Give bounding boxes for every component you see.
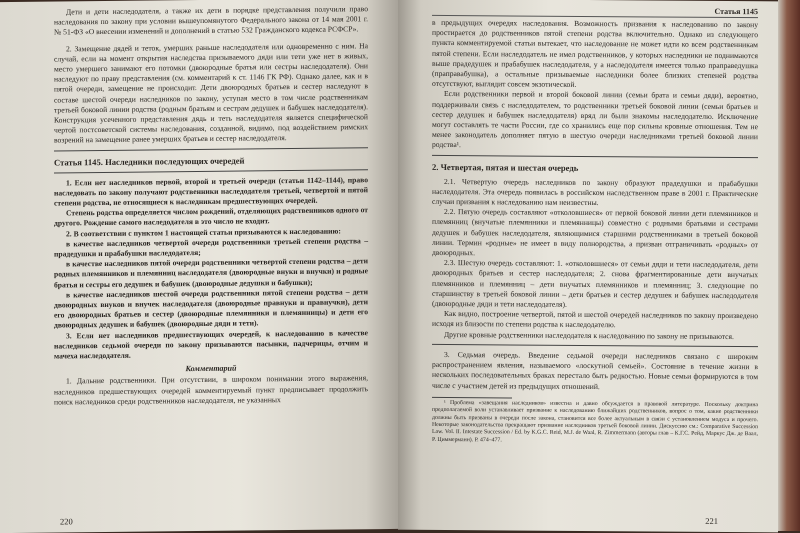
- article-paragraph: в качестве наследников шестой очереди родственники пятой степени родства – дети двоюродных внуков и внучек наследодателя (двоюродные правнуки и правнучки), дети его двоюродных братьев и сестер (двоюродные племянники и племянницы) и дети его двоюродных дедушек и бабушек (двоюродные дяди и тети).: [54, 287, 368, 331]
- comment-paragraph: 1. Дальние родственники. При отсутствии, в широком понимании этого выражения, наследников предшествующих очередей комментируемый пункт предписывает продолжить поиск наследников среди родственников наследодателя, не указанных: [54, 373, 368, 407]
- book-cover-edge: [778, 0, 800, 531]
- right-paragraph: Если родственники первой и второй боковой линии (семьи брата и семьи дяди), вероятно, поддерживали связь с наследодателем, то родственники третьей боковой линии (семьи братьев и сестер дедушек и бабушек наследодателя) вряд ли были знакомы наследодателю. Исключение могут составлять те части России, где со хранились еще пор сильны кровные отношения. Тем не менее законодатель дополняет пятую в шестую очереди наследниками третьей боковой линии родства¹.: [432, 89, 758, 150]
- footnote-text: ¹ Проблема «завещания наследников» известна и давно обсуждается в правовой литературе. Поскольку доктрина предполагаемой воли устанавливает призвание к наследованию ближайших родственников, вопрос о том, какие родственники должны быть призваны в очереди после закона, становится все более актуальным в связи с установлением модуса и прочего. Некоторые законодательства прекращают призвание наследников третьей боковой линии. Дискуссию см.: Comparative Succession Law. Vol. II. Intestate Succession / Ed. by K.G.C. Reid, M.J. de Waal, R. Zimmermann (авторы глав – К.Г.С. Рейд, Маркус Дж. де Ваал, Р. Циммерманн). Р. 474–477.: [432, 399, 758, 444]
- article-paragraph: 1. Если нет наследников первой, второй и третьей очереди (статьи 1142–1144), право наследовать по закону получают родственники наследодателя третьей, четвертой и пятой степени родства, не относящиеся к наследникам предшествующих очередей.: [54, 174, 368, 208]
- section-3-paragraph: 3. Седьмая очередь. Введение седьмой очереди наследников связано с широким распространением явления, называемого «лоскутной семьей». Состояние в течение жизни в нескольких последовательных браках перестало быть редкостью. Новые семьи формируются в том числе с участием детей из предыдущих отношений.: [432, 349, 758, 391]
- footnote: [432, 400, 758, 447]
- divider: [54, 169, 368, 173]
- left-page: [0, 0, 398, 533]
- running-head: Статья 1145: [432, 5, 758, 18]
- section-paragraph: 2.1. Четвертую очередь наследников по закону образуют прадедушки и прабабушки наследодателя. Эта очередь появилась в российском наследственном праве в 2001 г. Практические случаи призвания к наследованию нам неизвестны.: [432, 176, 758, 208]
- divider: [432, 344, 758, 347]
- section-paragraph: 2.3. Шестую очередь составляют: 1. «отколовшиеся» от семьи дяди и тети наследодателя, дети двоюродных братьев и сестер наследодателя; 2. снова фрагментированные дети внучатых племянников и племянниц – дети внучатых племянников и племянниц; 3. следующие по старшинству в третьей боковой линии – дети братьев и сестер дедушек и бабушек наследодателя (двоюродные дяди и тети наследодателя).: [432, 258, 758, 309]
- article-paragraph: в качестве наследников пятой очереди родственники четвертой степени родства – дети родных племянников и племянниц наследодателя (двоюродные внуки и внучки) и родные братья и сестры его дедушек и бабушек (двоюродные дедушки и бабушки);: [54, 256, 368, 290]
- section-paragraph: Другие кровные родственники наследодателя к наследованию по закону не призываются.: [444, 329, 734, 341]
- left-intro-paragraph: Дети и дети наследодателя, а также их дети в порядке представления получили право наследования по закону при условии вышеупомянутого Федерального закона от 14 мая 2001 г. № 51-ФЗ «О внесении изменений и дополнений в статью 532 Гражданского кодекса РСФСР».: [54, 4, 368, 37]
- footnote-divider: [432, 397, 512, 399]
- divider: [54, 147, 368, 151]
- article-paragraph: Степень родства определяется числом рождений, отделяющих родственников одного от другого. Рождение самого наследодателя в это число не входит.: [54, 205, 368, 228]
- section-paragraph: 2.2. Пятую очередь составляют «отколовшиеся» от первой боковой линии дети племянников и племянниц (внучатые племянники и племянницы) совместно с родными братьями и сестрами дедушек и бабушек наследодателя, являющимися старшими родственниками в третьей боковой линии. Термин «родные» не имеет в виду полнородства, а призван отграничивать «родных» от двоюродных.: [432, 207, 758, 258]
- right-page: [398, 0, 778, 532]
- article-paragraph: 2. В соответствии с пунктом 1 настоящей статьи призываются к наследованию:: [66, 226, 341, 239]
- right-paragraph: в предыдущих очередях наследования. Возможность призвания к наследованию по закону простирается до родственников пятой степени родства включительно. Однако из следующего пункта комментируемой статьи вытекает, что наследование не может идти ко всем родственникам пятой степени. Если наследодатель не имел родственников, у которых наследники не поднимаются выше прадедушек и прабабушек наследодателя, у а наследодателя имеется только праправедушка (праправабушка), а остальные призываемые наследники более близких степеней родства отсутствуют, выглядит совсем экзотической.: [432, 17, 758, 90]
- page-number-left: 220: [60, 516, 73, 527]
- article-paragraph: в качестве наследников четвертой очереди родственники третьей степени родства – прадедушки и прабабушки наследодателя;: [54, 236, 368, 259]
- section-paragraph: Как видно, построение четвертой, пятой и шестой очередей наследников по закону произведено исходя из близости по степени родства к наследодателю.: [432, 309, 758, 330]
- comment-heading: Комментарий: [185, 363, 237, 374]
- divider: [432, 155, 758, 158]
- left-paragraph-2: 2. Замещение дядей и теток, умерших раньше наследодателя или одновременно с ним. На случай, если на момент открытия наследства призываемого дяди или тети уже нет в живых, место умершего занимают его потомки (двоюродные братья или сестры наследодателя). Они наследуют по праву представления (см. комментарий к ст. 1146 ГК РФ). Однако далее, как и в пятой очереди, замещение не происходит. Дети двоюродных братьев и сестер наследуют в составе шестой очереди наследников по закону, уступая место в том числе родственникам третьей боковой линии родства (родным братьям и сестрам дедушек и бабушек наследодателя). Конструкция усеченного представления дядь и теть наследодателя является специфической чертой постсоветской системы наследования, созданной, видимо, под воздействием римских возрений на замещение ранее умерших братьев и сестер наследодателя.: [54, 40, 368, 145]
- page-number-right: 221: [705, 515, 718, 526]
- article-paragraph: 3. Если нет наследников предшествующих очередей, к наследованию в качестве наследников седьмой очереди по закону призываются пасынки, падчерицы, отчим и мачеха наследодателя.: [54, 327, 368, 361]
- article-heading: Статья 1145. Наследники последующих очередей: [54, 155, 245, 168]
- section-heading: 2. Четвертая, пятая и шестая очередь: [432, 161, 579, 173]
